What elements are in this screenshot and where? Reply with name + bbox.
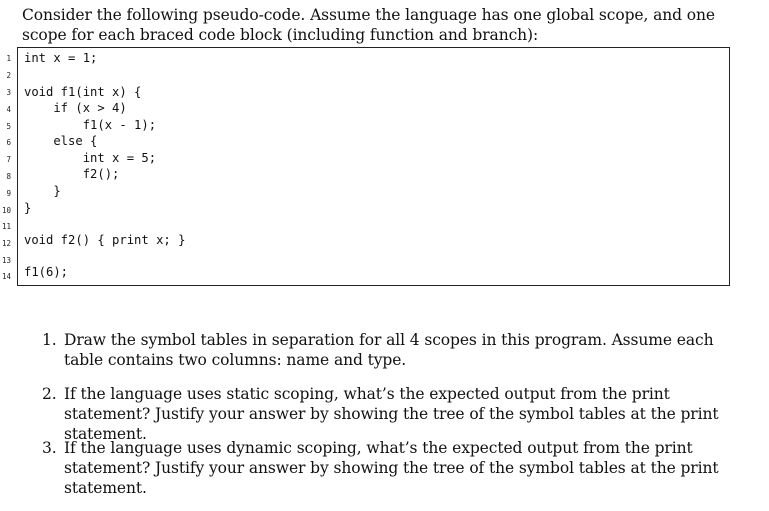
line-number: 6 [6, 138, 11, 147]
code-line: f1(x - 1); [24, 118, 157, 132]
code-line: int x = 5; [24, 151, 157, 165]
question-text: If the language uses dynamic scoping, what’s the expected output from the print statement? Justify your answer by showing the tree of the symbol tables at the print statement. [64, 439, 719, 497]
code-line: f2(); [24, 167, 120, 181]
problem-intro: Consider the following pseudo-code. Assume the language has one global scope, and one scope for each braced code block (including function and branch): [22, 6, 715, 44]
line-number: 13 [1, 256, 11, 265]
line-number: 1 [6, 54, 11, 63]
code-block [17, 47, 730, 286]
question-number: 2. [42, 385, 57, 403]
line-number: 3 [6, 88, 11, 97]
code-line: if (x > 4) [24, 101, 127, 115]
line-number: 10 [1, 206, 11, 215]
line-number: 14 [1, 272, 11, 281]
line-number: 5 [6, 122, 11, 131]
line-number: 8 [6, 172, 11, 181]
code-line: else { [24, 134, 98, 148]
question-text: If the language uses static scoping, what’s the expected output from the print statement? Justify your answer by showing the tree of the symbol tables at the print statement. [64, 385, 719, 443]
code-line: void f1(int x) { [24, 85, 142, 99]
question-text: Draw the symbol tables in separation for all 4 scopes in this program. Assume each table contains two columns: name and type. [64, 331, 714, 369]
line-number: 4 [6, 105, 11, 114]
code-line: f1(6); [24, 265, 69, 279]
line-number: 11 [1, 222, 11, 231]
code-line: void f2() { print x; } [24, 233, 186, 247]
code-line: } [24, 201, 32, 215]
line-number: 7 [6, 155, 11, 164]
code-line: } [24, 184, 61, 198]
line-number: 2 [6, 71, 11, 80]
question-number: 3. [42, 439, 57, 457]
line-number: 12 [1, 239, 11, 248]
code-line: int x = 1; [24, 51, 98, 65]
line-number: 9 [6, 189, 11, 198]
question-number: 1. [42, 331, 57, 349]
